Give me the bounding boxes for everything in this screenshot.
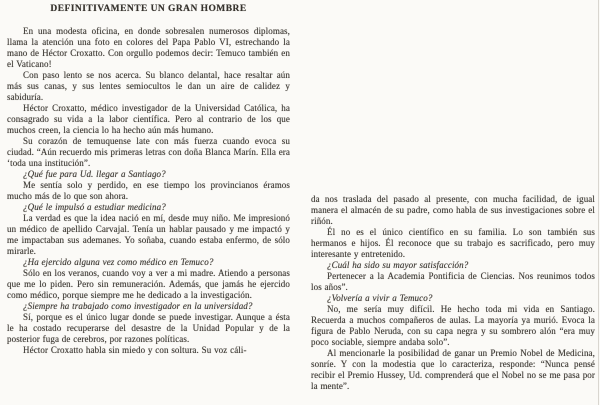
- interview-answer: Sólo en los veranos, cuando voy a ver a mi madre. Atiendo a personas que me lo piden. Pero sin remuneración. Además, que jamás he ejercido como médico, porque siempre me he dedicado a la investigación.: [7, 268, 290, 300]
- paragraph: Héctor Croxatto habla sin miedo y con soltura. Su voz cáli-: [23, 345, 247, 355]
- interview-question: ¿Qué fue para Ud. llegar a Santiago?: [23, 169, 166, 179]
- interview-question: ¿Cuál ha sido su mayor satisfacción?: [327, 260, 469, 270]
- interview-question: ¿Siempre ha trabajado como investigador en la universidad?: [23, 301, 253, 311]
- left-column: [7, 26, 290, 356]
- paragraph: Con paso lento se nos acerca. Su blanco delantal, hace resaltar aún más sus canas, y sus lentes semiocultos le dan un aire de calidez y sabiduría.: [7, 70, 290, 102]
- page-title: DEFINITIVAMENTE UN GRAN HOMBRE: [50, 4, 247, 14]
- interview-answer: Me sentía solo y perdido, en ese tiempo los provincianos éramos mucho más de lo que son ahora.: [7, 180, 290, 201]
- right-column: [311, 194, 595, 392]
- paragraph: Su corazón de temuquense late con más fuerza cuando evoca su ciudad. “Aún recuerdo mis primeras letras con doña Blanca Marín. Ella era ‘toda una institución”.: [7, 136, 290, 168]
- interview-answer: La verdad es que la idea nació en mí, desde muy niño. Me impresionó un médico de apellido Carvajal. Tenía un hablar pausado y me impactó y me impactaban sus ademanes. Yo soñaba, cuando estaba enfermo, de sólo mirarle.: [7, 213, 290, 256]
- paragraph: En una modesta oficina, en donde sobresalen numerosos diplomas, llama la atención una foto en colores del Papa Pablo VI, estrechando la mano de Héctor Croxatto. Con orgullo podemos decir: Temuco también en el Vaticano!: [7, 26, 290, 69]
- page-edge-shadow: [598, 0, 599, 405]
- interview-answer: Sí, porque es el único lugar donde se puede investigar. Aunque a ésta le ha costado recuperarse del desastre de la Unidad Popular y de la posterior fuga de cerebros, por razones políticas.: [7, 312, 290, 344]
- paragraph: Héctor Croxatto, médico investigador de la Universidad Católica, ha consagrado su vida a la labor científica. Pero al contrario de los que muchos creen, la ciencia lo ha hecho aún más humano.: [7, 103, 290, 135]
- interview-question: ¿Ha ejercido alguna vez como médico en Temuco?: [23, 257, 214, 267]
- interview-question: ¿Qué le impulsó a estudiar medicina?: [23, 202, 166, 212]
- paragraph: Él no es el único científico en su familia. Lo son también sus hermanos e hijos. Él reconoce que su trabajo es sacrificado, pero muy interesante y entretenido.: [311, 227, 595, 259]
- paragraph: Al mencionarle la posibilidad de ganar un Premio Nobel de Medicina, sonríe. Y con la modestia que lo caracteriza, responde: “Nunca pensé recibir el Premio Hussey, Ud. comprenderá que el Nobel no se me pasa por la mente”.: [311, 348, 595, 391]
- paragraph-continuation: da nos traslada del pasado al presente, con mucha facilidad, de igual manera el almacén de su padre, como habla de sus investigaciones sobre el riñón.: [311, 194, 595, 226]
- interview-answer: Pertenecer a la Academia Pontificia de Ciencias. Nos reunimos todos los años”.: [311, 271, 595, 292]
- interview-answer: No, me sería muy difícil. He hecho toda mi vida en Santiago. Recuerda a muchos compañeros de aulas. La mayoría ya murió. Evoca la figura de Pablo Neruda, con su capa negra y su sombrero alón “era muy poco sociable, siempre andaba solo”.: [311, 304, 595, 347]
- interview-question: ¿Volvería a vivir a Temuco?: [327, 293, 433, 303]
